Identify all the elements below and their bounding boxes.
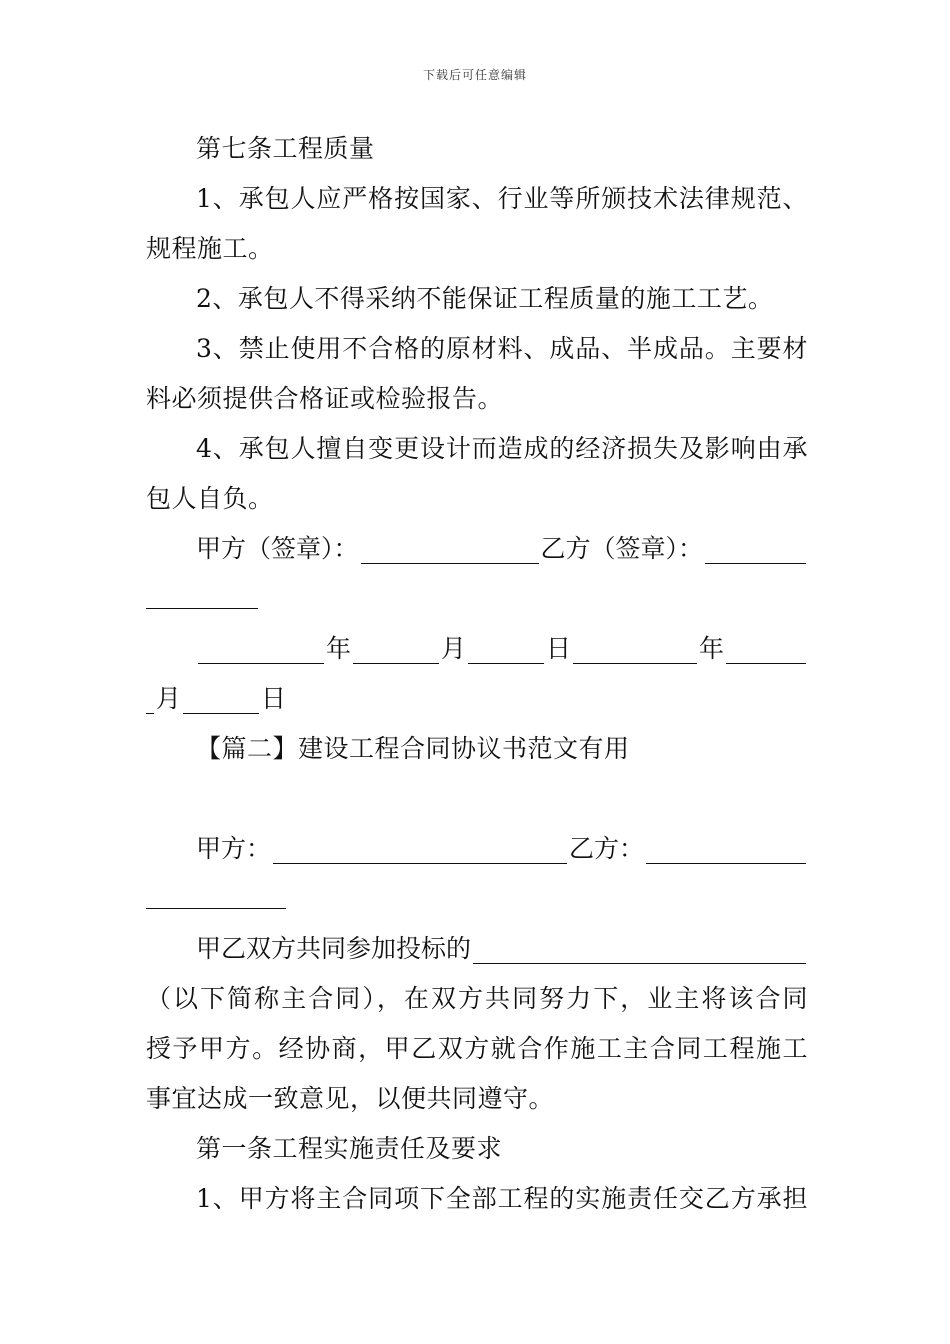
party-a-seal-blank: [361, 539, 539, 564]
month-b-label: 月: [156, 684, 182, 713]
part2-party-b-label: 乙方：: [569, 834, 645, 863]
part2-intro-line3: 授予甲方。经协商，甲乙双方就合作施工主合同工程施工: [146, 1034, 808, 1063]
section7-item1-line1: 1、承包人应严格按国家、行业等所颁技术法律规范、: [196, 184, 808, 213]
section7-item4-line1: 4、承包人擅自变更设计而造成的经济损失及影响由承: [196, 434, 808, 463]
part2-party-b-blank-cont: [146, 907, 286, 909]
section7-title: 第七条工程质量: [196, 134, 375, 163]
year-b-label: 年: [699, 634, 725, 663]
part2-intro-line2: （以下简称主合同），在双方共同努力下，业主将该合同: [146, 984, 808, 1013]
part2-title: 【篇二】建设工程合同协议书范文有用: [196, 734, 630, 763]
section7-item4-line2: 包人自负。: [146, 484, 274, 513]
part2-article1-item1: 1、甲方将主合同项下全部工程的实施责任交乙方承担: [196, 1184, 808, 1213]
day-a-label: 日: [546, 634, 572, 663]
year-a-label: 年: [326, 634, 352, 663]
part2-parties-row: [196, 834, 808, 864]
section7-item1-line2: 规程施工。: [146, 234, 274, 263]
part2-intro-line4: 事宜达成一致意见，以便共同遵守。: [146, 1084, 555, 1113]
party-a-seal-label: 甲方（签章）：: [196, 534, 359, 563]
party-b-seal-label: 乙方（签章）：: [540, 534, 704, 563]
year-a-blank: [198, 639, 324, 664]
month-a-label: 月: [441, 634, 467, 663]
section7-item3-line2: 料必须提供合格证或检验报告。: [146, 384, 504, 413]
day-b-blank: [183, 689, 259, 714]
header-note: 下载后可任意编辑: [422, 68, 527, 82]
part2-intro-line1: 甲乙双方共同参加投标的: [196, 934, 472, 963]
part2-project-name-blank: [473, 939, 806, 964]
part2-party-a-blank: [273, 839, 567, 864]
party-b-seal-blank-cont: [146, 607, 258, 609]
day-a-blank: [468, 639, 544, 664]
part2-party-b-blank: [646, 839, 806, 864]
month-b-blank: [726, 639, 806, 664]
month-b-blank-cont: [146, 689, 154, 714]
part2-article1-title: 第一条工程实施责任及要求: [196, 1134, 503, 1163]
part2-intro-row1: [196, 934, 808, 964]
month-a-blank: [353, 639, 439, 664]
day-b-label: 日: [261, 684, 287, 713]
year-b-blank: [573, 639, 697, 664]
part2-party-a-label: 甲方：: [196, 834, 272, 863]
date-row-cont: [146, 684, 808, 714]
date-row: [196, 634, 808, 664]
section7-item3-line1: 3、禁止使用不合格的原材料、成品、半成品。主要材: [196, 334, 808, 363]
section7-item2: 2、承包人不得采纳不能保证工程质量的施工工艺。: [196, 284, 774, 313]
party-b-seal-blank: [705, 539, 806, 564]
signature-row: [196, 534, 808, 564]
